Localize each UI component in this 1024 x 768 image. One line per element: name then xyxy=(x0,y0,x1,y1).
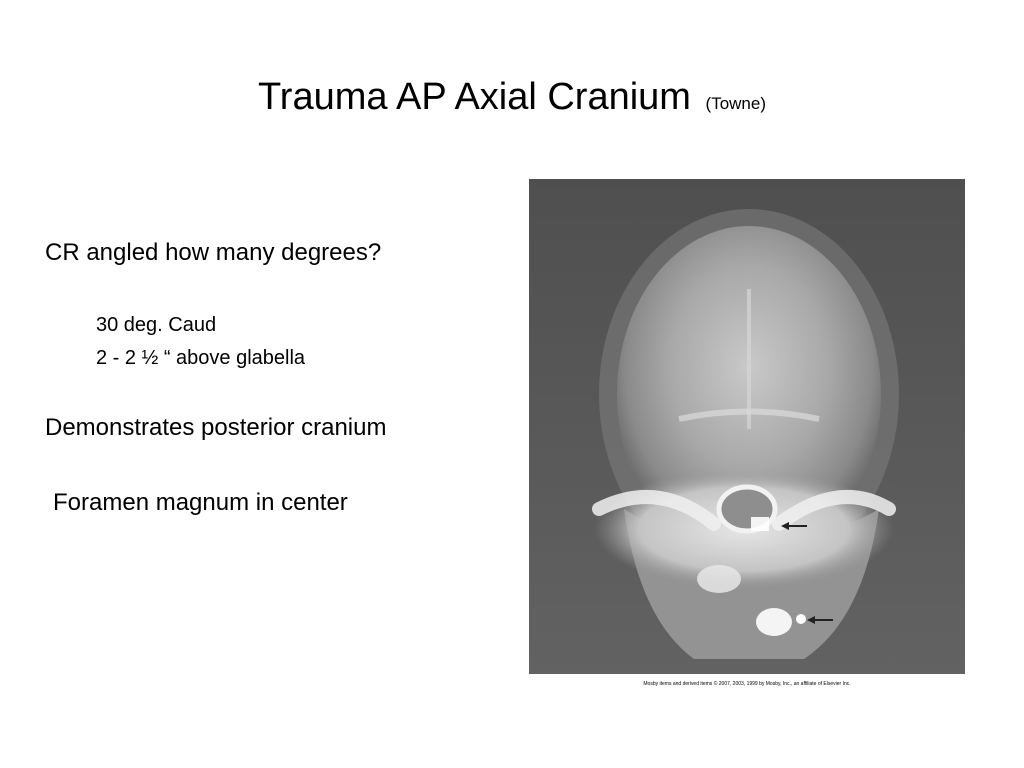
bullet-foramen: Foramen magnum in center xyxy=(53,489,348,516)
bullet-demonstrates: Demonstrates posterior cranium xyxy=(45,414,387,441)
bullet-question: CR angled how many degrees? xyxy=(45,239,382,266)
bright-marker xyxy=(796,614,806,624)
odontoid-region xyxy=(756,608,792,636)
bullet-answer-angle: 30 deg. Caud xyxy=(96,314,217,336)
skull-radiograph xyxy=(529,179,965,674)
xray-image xyxy=(529,179,965,674)
atlas-lateral-mass xyxy=(697,565,741,593)
slide-subtitle: (Towne) xyxy=(705,94,766,113)
dorsum-sellae xyxy=(751,517,769,531)
image-credit: Mosby items and derived items © 2007, 2003, 1999 by Mosby, Inc., an affiliate of Elsevier Inc. xyxy=(643,681,851,687)
slide-title-text: Trauma AP Axial Cranium xyxy=(258,76,691,118)
slide-title xyxy=(0,72,1024,129)
bullet-answer-position: 2 - 2 ½ “ above glabella xyxy=(96,347,306,369)
